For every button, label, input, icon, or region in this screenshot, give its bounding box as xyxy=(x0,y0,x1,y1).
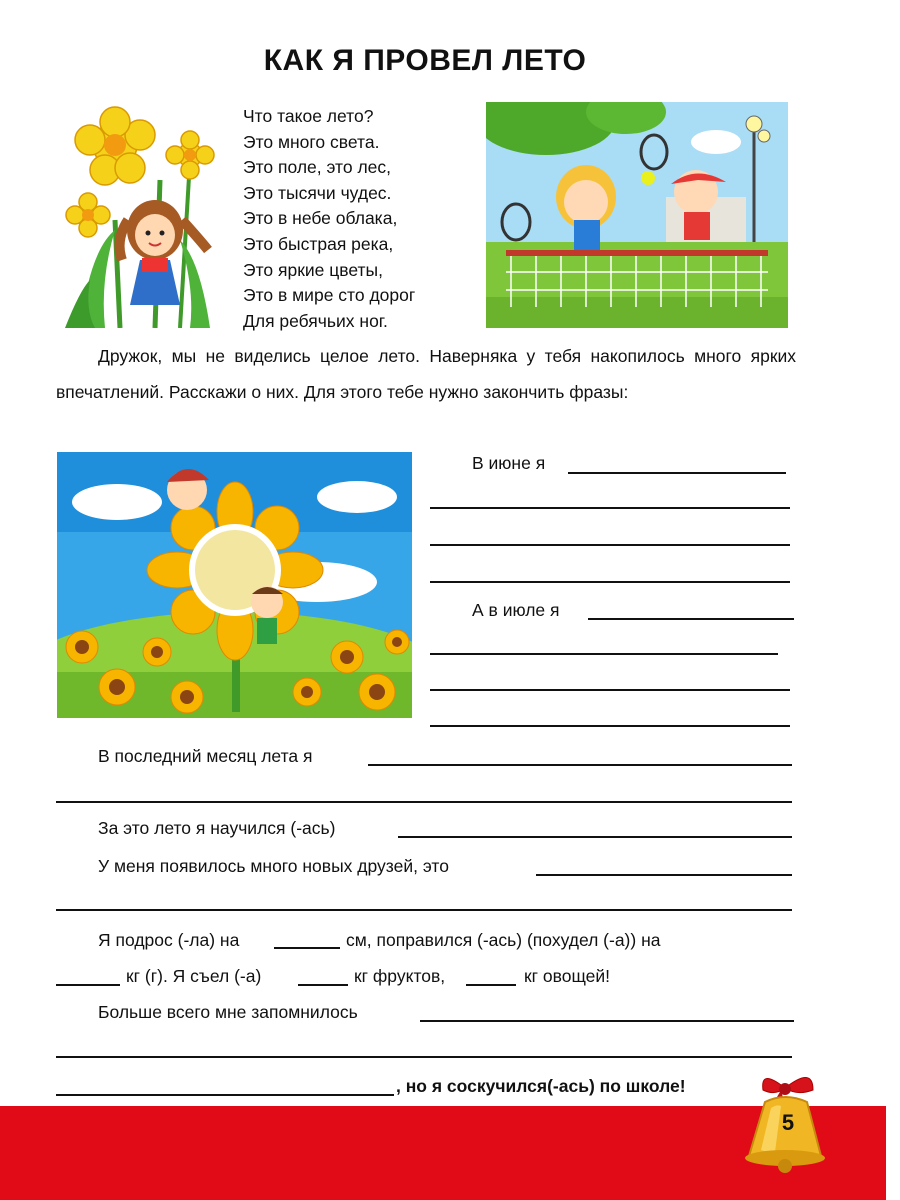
answer-line[interactable] xyxy=(430,653,778,655)
answer-line-kg[interactable] xyxy=(56,984,120,986)
answer-line[interactable] xyxy=(430,689,790,691)
prompt-friends: У меня появилось много новых друзей, это xyxy=(98,856,449,876)
intro-paragraph xyxy=(56,338,796,410)
answer-line[interactable] xyxy=(430,507,790,509)
page-title: КАК Я ПРОВЕЛ ЛЕТО xyxy=(263,44,587,77)
poem-line: Это в небе облака, xyxy=(243,208,398,229)
answer-line[interactable] xyxy=(56,909,792,911)
prompt-kg-a: кг (г). Я съел (-а) xyxy=(126,966,262,986)
poem-line: Это в мире сто дорог xyxy=(243,285,416,306)
page-number: 5 xyxy=(781,1110,795,1135)
answer-line-kg-fruit[interactable] xyxy=(466,984,516,986)
answer-line-last-month[interactable] xyxy=(368,764,792,766)
sunflower-kids-illustration xyxy=(57,452,412,718)
prompt-june: В июне я xyxy=(472,453,546,473)
daffodil-girl-illustration xyxy=(60,100,230,328)
prompt-grew-a: Я подрос (-ла) на xyxy=(98,930,240,950)
prompt-learned: За это лето я научился (-ась) xyxy=(98,818,336,838)
answer-line-remembered[interactable] xyxy=(420,1020,794,1022)
answer-line[interactable] xyxy=(430,581,790,583)
prompt-kg-b: кг фруктов, xyxy=(354,966,446,986)
tennis-kids-illustration xyxy=(486,102,788,328)
poem-line: Это яркие цветы, xyxy=(243,259,383,280)
answer-line[interactable] xyxy=(430,725,790,727)
answer-line-cm[interactable] xyxy=(274,947,340,949)
answer-line[interactable] xyxy=(56,801,792,803)
prompt-miss-school: , но я соскучился(-ась) по школе! xyxy=(396,1076,686,1096)
prompt-grew-b: см, поправился (-ась) (похудел (-а)) на xyxy=(346,930,661,950)
answer-line-friends[interactable] xyxy=(536,874,792,876)
poem-line: Это тысячи чудес. xyxy=(243,182,392,203)
poem-line: Для ребячьих ног. xyxy=(243,310,388,331)
poem-line: Это много света. xyxy=(243,131,380,152)
bell-icon xyxy=(735,1058,835,1176)
intro-text: Дружок, мы не виделись целое лето. Наверняка у тебя накопилось много ярких впечатлений. Расскажи о них. Для этого тебе нужно закончить фразы: xyxy=(56,346,796,402)
answer-line-learned[interactable] xyxy=(398,836,792,838)
answer-line-july[interactable] xyxy=(588,618,794,620)
answer-line[interactable] xyxy=(56,1056,792,1058)
prompt-last-month: В последний месяц лета я xyxy=(98,746,313,766)
poem-line: Это поле, это лес, xyxy=(243,157,391,178)
answer-line-kg-eaten[interactable] xyxy=(298,984,348,986)
poem-line: Что такое лето? xyxy=(243,106,374,126)
poem-line: Это быстрая река, xyxy=(243,233,394,254)
answer-line-june[interactable] xyxy=(568,472,786,474)
poem xyxy=(243,104,415,334)
answer-line[interactable] xyxy=(430,544,790,546)
prompt-remembered: Больше всего мне запомнилось xyxy=(98,1002,358,1022)
prompt-july: А в июле я xyxy=(472,600,560,620)
prompt-kg-c: кг овощей! xyxy=(524,966,611,986)
answer-line-final[interactable] xyxy=(56,1094,394,1096)
